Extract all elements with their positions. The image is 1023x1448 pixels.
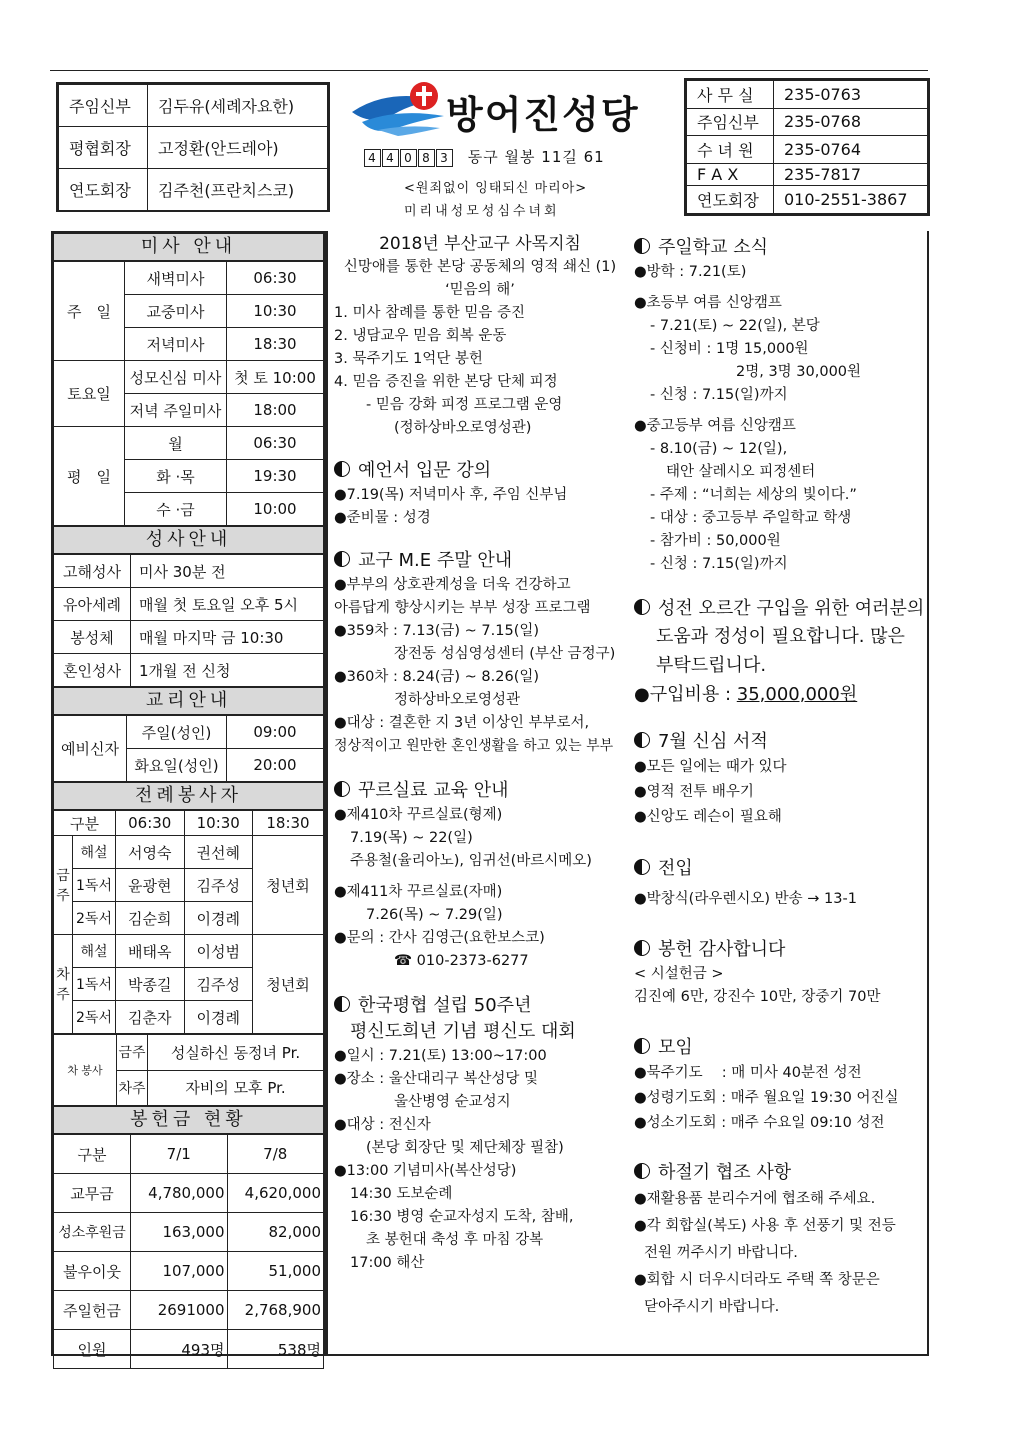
school-line: ●방학 : 7.21(토): [634, 264, 747, 280]
server-name: 서영숙: [116, 836, 185, 869]
offering-type: 성소후원금: [54, 1213, 131, 1252]
pastoral-item: 2. 냉담교우 믿음 회복 운동: [334, 328, 507, 344]
school-title: 주일학교 소식: [658, 237, 769, 258]
me-line: ●부부의 상호관계성을 더욱 건강하고: [334, 577, 571, 593]
column-divider: [326, 231, 328, 1356]
contact-label: F A X: [687, 163, 774, 186]
half-circle-icon: [634, 732, 650, 748]
cha-label: 차 봉사: [54, 1035, 117, 1106]
offering-type: 교무금: [54, 1174, 131, 1213]
half-circle-icon: [634, 599, 650, 615]
mass-time: 18:30: [227, 328, 324, 361]
this-week-label: 금주: [54, 836, 73, 935]
offering-value: 82,000: [227, 1213, 324, 1252]
offering-value: 538명: [227, 1330, 324, 1369]
offering-type: 불우이웃: [54, 1252, 131, 1291]
transfer-heading: [634, 856, 926, 882]
korea-line: 17:00 해산: [350, 1255, 425, 1271]
half-circle-icon: [334, 461, 350, 477]
meeting-line: ●성령기도회 : 매주 월요일 19:30 어진실: [634, 1090, 899, 1106]
korea-line: ●13:00 기념미사(복산성당): [334, 1163, 517, 1179]
contact-value: 235-0768: [774, 108, 928, 136]
offering-header: 7/1: [131, 1135, 228, 1174]
thanks-title: 봉헌 감사합니다: [658, 939, 786, 960]
pastoral-item: 4. 믿음 증진을 위한 본당 단체 피정: [334, 374, 558, 390]
organ-cost: 35,000,000원: [736, 684, 858, 705]
half-circle-icon: [334, 551, 350, 567]
cursillo-line: ●제411차 꾸르실료(자매): [334, 884, 503, 900]
right-border: [927, 231, 929, 1356]
mass-name: 성모신심 미사: [125, 361, 227, 394]
offering-value: 4,620,000: [227, 1174, 324, 1213]
books-title: 7월 신심 서적: [658, 731, 768, 752]
organ-line: 도움과 정성이 필요합니다. 많은: [656, 626, 905, 647]
saturday-label: 토요일: [54, 361, 125, 427]
role: 2독서: [73, 902, 116, 935]
right-column: [634, 231, 926, 1321]
offering-value: 4,780,000: [131, 1174, 228, 1213]
mass-name: 교중미사: [125, 295, 227, 328]
half-circle-icon: [634, 1163, 650, 1179]
offering-value: 107,000: [131, 1252, 228, 1291]
me-line: 아름답게 향상시키는 부부 성장 프로그램: [334, 600, 591, 616]
sacrament-name: 유아세례: [54, 588, 131, 621]
leader-label: 연도회장: [59, 169, 148, 211]
prophet-item: ●7.19(목) 저녁미사 후, 주임 신부님: [334, 487, 568, 503]
offering-header: 구분: [54, 1135, 131, 1174]
server-name: 이경례: [184, 902, 253, 935]
servers-header: 10:30: [184, 811, 253, 836]
half-circle-icon: [334, 996, 350, 1012]
summer-line: 닫아주시기 바랍니다.: [644, 1299, 780, 1315]
mass-time: 06:30: [227, 427, 324, 460]
doctrine-table: [53, 715, 324, 782]
half-circle-icon: [634, 940, 650, 956]
sacrament-info: 미사 30분 전: [131, 555, 324, 588]
summer-line: ●각 회합실(복도) 사용 후 선풍기 및 전등: [634, 1218, 896, 1234]
meeting-title: 모임: [658, 1037, 693, 1058]
leader-value: 고정환(안드레아): [148, 127, 328, 169]
school-line: ●초등부 여름 신앙캠프: [634, 295, 782, 311]
school-line: - 참가비 : 50,000원: [650, 533, 781, 549]
me-line: ●대상 : 결혼한 지 3년 이상인 부부로서,: [334, 715, 590, 731]
school-line: 2명, 3명 30,000원: [736, 364, 862, 380]
contact-label: 사 무 실: [687, 81, 774, 109]
postal-digit: 0: [400, 149, 417, 167]
me-title: 교구 M.E 주말 안내: [358, 550, 513, 571]
pastoral-item: 3. 묵주기도 1억단 봉헌: [334, 351, 483, 367]
sacrament-name: 봉성체: [54, 621, 131, 654]
korea-title: 한국평협 설립 50주년: [358, 995, 532, 1016]
street-address: 동구 월봉 11길 61: [467, 148, 605, 166]
korea-line: 16:30 병영 순교자성지 도착, 참배,: [350, 1209, 574, 1225]
leader-label: 평협회장: [59, 127, 148, 169]
pastoral-subtitle: 신망애를 통한 본당 공동체의 영적 쇄신 (1): [343, 259, 617, 275]
korea-line: ●장소 : 울산대리구 복산성당 및: [334, 1071, 539, 1087]
book-item: ●신앙도 레슨이 필요해: [634, 809, 782, 825]
servers-header: 06:30: [116, 811, 185, 836]
server-name: 권선혜: [184, 836, 253, 869]
books-heading: [634, 729, 926, 755]
sunday-label: 주 일: [54, 262, 125, 361]
school-line: 태안 살레시오 피정센터: [666, 464, 816, 480]
servers-header: 구분: [54, 811, 116, 836]
organ-heading: [634, 596, 926, 622]
me-line: ●360차 : 8.24(금) ~ 8.26(일): [334, 669, 540, 685]
school-line: - 주제 : “너희는 세상의 빛이다.”: [650, 487, 857, 503]
prophet-item: ●준비물 : 성경: [334, 510, 431, 526]
korea-line: ●대상 : 전신자: [334, 1117, 431, 1133]
server-name: 김주성: [184, 869, 253, 902]
role: 1독서: [73, 968, 116, 1001]
server-name: 윤광현: [116, 869, 185, 902]
korea-line: 14:30 도보순례: [350, 1186, 453, 1202]
postal-digit: 4: [382, 149, 399, 167]
mass-name: 저녁 주일미사: [125, 394, 227, 427]
korea-line: ●일시 : 7.21(토) 13:00~17:00: [334, 1048, 547, 1064]
mass-name: 저녁미사: [125, 328, 227, 361]
server-name: 이경례: [184, 1001, 253, 1034]
mass-time: 06:30: [227, 262, 324, 295]
contact-label: 연도회장: [687, 186, 774, 214]
korea-heading: [334, 993, 626, 1019]
parish-motto: <원죄없이 잉태되신 마리아>: [404, 181, 588, 196]
youth-group: 청년회: [253, 935, 324, 1034]
cursillo-heading: [334, 778, 626, 804]
leader-info-box: [56, 82, 330, 212]
doctrine-class: 주일(성인): [127, 716, 227, 749]
offering-section-title: 봉헌금 현황: [53, 1106, 324, 1134]
cursillo-line: ●제410차 꾸르실료(형제): [334, 807, 503, 823]
cha-group: 자비의 모후 Pr.: [148, 1070, 324, 1106]
me-heading: [334, 548, 626, 574]
doctrine-class: 화요일(성인): [127, 749, 227, 782]
leader-value: 김주천(프란치스코): [148, 169, 328, 211]
doctrine-time: 20:00: [227, 749, 324, 782]
pastoral-detail: (정하상바오로영성관): [394, 420, 532, 436]
half-circle-icon: [334, 781, 350, 797]
middle-column: [334, 231, 626, 1275]
korea-line: 울산병영 순교성지: [394, 1094, 511, 1110]
nuns-order: 미리내성모성심수녀회: [404, 204, 560, 219]
me-line: ●359차 : 7.13(금) ~ 7.15(일): [334, 623, 540, 639]
cursillo-line: 7.19(목) ~ 22(일): [350, 830, 473, 846]
contact-label: 수 녀 원: [687, 136, 774, 164]
mass-name: 수 ·금: [125, 493, 227, 526]
contact-box: [684, 78, 930, 216]
left-column: [51, 231, 326, 1359]
school-line: - 신청비 : 1명 15,000원: [650, 341, 809, 357]
offering-type: 주일헌금: [54, 1291, 131, 1330]
sacrament-info: 매월 마지막 금 10:30: [131, 621, 324, 654]
pastoral-item: 1. 미사 참례를 통한 믿음 증진: [334, 305, 525, 321]
offering-value: 2,768,900: [227, 1291, 324, 1330]
school-line: - 신청 : 7.15(일)까지: [650, 556, 788, 572]
mass-time: 18:00: [227, 394, 324, 427]
parish-name: 방어진성당: [446, 93, 640, 137]
pastoral-title: 2018년 부산교구 사목지침: [379, 234, 581, 254]
doctrine-time: 09:00: [227, 716, 324, 749]
mass-table: [53, 261, 324, 526]
offering-type: 인원: [54, 1330, 131, 1369]
cha-table: [53, 1034, 324, 1106]
offering-value: 2691000: [131, 1291, 228, 1330]
cha-week: 차주: [117, 1070, 148, 1106]
servers-section-title: 전례봉사자: [53, 782, 324, 810]
organ-title: 성전 오르간 구입을 위한 여러분의: [658, 598, 925, 619]
korea-line: (본당 회장단 및 제단체장 필참): [366, 1140, 564, 1156]
mass-name: 월: [125, 427, 227, 460]
doctrine-label: 예비신자: [54, 716, 127, 782]
leader-value: 김두유(세례자요한): [148, 85, 328, 127]
transfer-title: 전입: [658, 858, 693, 879]
server-name: 김주성: [184, 968, 253, 1001]
organ-cost-line: [634, 680, 926, 709]
summer-line: 전원 꺼주시기 바랍니다.: [644, 1245, 798, 1261]
doctrine-section-title: 교리안내: [53, 687, 324, 715]
top-rule: [50, 70, 928, 71]
cursillo-title: 꾸르실료 교육 안내: [358, 780, 509, 801]
server-name: 배태옥: [116, 935, 185, 968]
mass-name: 새벽미사: [125, 262, 227, 295]
half-circle-icon: [634, 859, 650, 875]
meeting-heading: [634, 1035, 926, 1061]
offering-table: [53, 1134, 324, 1369]
server-name: 이성범: [184, 935, 253, 968]
bottom-border: [326, 1354, 928, 1356]
summer-title: 하절기 협조 사항: [658, 1162, 792, 1183]
contact-value: 235-0764: [774, 136, 928, 164]
me-line: 정하상바오로영성관: [394, 692, 521, 708]
book-item: ●영적 전투 배우기: [634, 784, 754, 800]
server-name: 김춘자: [116, 1001, 185, 1034]
cha-group: 성실하신 동정녀 Pr.: [148, 1035, 324, 1071]
postal-digit: 3: [436, 149, 453, 167]
role: 해설: [73, 836, 116, 869]
sacrament-table: [53, 554, 324, 687]
prophet-heading: [334, 458, 626, 484]
contact-value: 010-2551-3867: [774, 186, 928, 214]
role: 해설: [73, 935, 116, 968]
me-line: 장전동 성심영성센터 (부산 금정구): [394, 646, 616, 662]
offering-value: 163,000: [131, 1213, 228, 1252]
cursillo-line: ☎ 010-2373-6277: [394, 953, 529, 969]
offering-value: 493명: [131, 1330, 228, 1369]
cursillo-line: 주용철(율리아노), 임귀선(바르시메오): [350, 853, 592, 869]
role: 2독서: [73, 1001, 116, 1034]
servers-header: 18:30: [253, 811, 324, 836]
offering-value: 51,000: [227, 1252, 324, 1291]
half-circle-icon: [634, 1038, 650, 1054]
sacrament-name: 고해성사: [54, 555, 131, 588]
korea-title-2: 평신도희년 기념 평신도 대회: [350, 1021, 576, 1042]
youth-group: 청년회: [253, 836, 324, 935]
summer-heading: [634, 1160, 926, 1186]
me-line: 정상적이고 원만한 혼인생활을 하고 있는 부부: [334, 738, 614, 754]
sacrament-info: 1개월 전 신청: [131, 654, 324, 687]
contact-label: 주임신부: [687, 108, 774, 136]
book-item: ●모든 일에는 때가 있다: [634, 759, 787, 775]
cha-week: 금주: [117, 1035, 148, 1071]
organ-cost-label: ●구입비용 :: [634, 684, 737, 705]
sacrament-name: 혼인성사: [54, 654, 131, 687]
postal-digit: 4: [364, 149, 381, 167]
thanks-line: 김진예 6만, 강진수 10만, 장중기 70만: [634, 989, 881, 1005]
school-line: - 7.21(토) ~ 22(일), 본당: [650, 318, 820, 334]
postal-digit: 8: [418, 149, 435, 167]
school-line: - 신청 : 7.15(일)까지: [650, 387, 788, 403]
mass-section-title: 미사 안내: [53, 233, 324, 261]
thanks-heading: [634, 937, 926, 963]
sacrament-section-title: 성사안내: [53, 526, 324, 554]
meeting-line: ●성소기도회 : 매주 수요일 09:10 성전: [634, 1115, 885, 1131]
pastoral-detail: - 믿음 강화 피정 프로그램 운영: [366, 397, 563, 413]
leader-label: 주임신부: [59, 85, 148, 127]
address-line: [364, 146, 605, 167]
school-line: ●중고등부 여름 신앙캠프: [634, 418, 796, 434]
weekday-label: 평 일: [54, 427, 125, 526]
mass-time: 10:30: [227, 295, 324, 328]
server-name: 김순희: [116, 902, 185, 935]
mass-time: 첫 토 10:00: [227, 361, 324, 394]
mass-time: 19:30: [227, 460, 324, 493]
next-week-label: 차주: [54, 935, 73, 1034]
cursillo-line: ●문의 : 간사 김영근(요한보스코): [334, 930, 545, 946]
contact-value: 235-7817: [774, 163, 928, 186]
korea-line: 초 봉헌대 축성 후 마침 강복: [366, 1232, 544, 1248]
mass-name: 화 ·목: [125, 460, 227, 493]
school-line: - 대상 : 중고등부 주일학교 학생: [650, 510, 852, 526]
role: 1독서: [73, 869, 116, 902]
server-name: 박종길: [116, 968, 185, 1001]
meeting-line: ●묵주기도 : 매 미사 40분전 성전: [634, 1065, 862, 1081]
transfer-line: ●박창식(라우렌시오) 반송 → 13-1: [634, 891, 857, 907]
school-line: - 8.10(금) ~ 12(일),: [650, 441, 788, 457]
prophet-title: 예언서 입문 강의: [358, 460, 492, 481]
offering-header: 7/8: [227, 1135, 324, 1174]
summer-line: ●재활용품 분리수거에 협조해 주세요.: [634, 1191, 876, 1207]
mass-time: 10:00: [227, 493, 324, 526]
servers-table: [53, 810, 324, 1034]
organ-line: 부탁드립니다.: [656, 655, 767, 676]
sacrament-info: 매월 첫 토요일 오후 5시: [131, 588, 324, 621]
half-circle-icon: [634, 238, 650, 254]
contact-value: 235-0763: [774, 81, 928, 109]
thanks-line: < 시설헌금 >: [634, 966, 724, 982]
summer-line: ●회합 시 더우시더라도 주택 쪽 창문은: [634, 1272, 880, 1288]
cursillo-line: 7.26(목) ~ 7.29(일): [366, 907, 503, 923]
school-heading: [634, 235, 926, 261]
pastoral-subtitle: ‘믿음의 해’: [445, 282, 515, 298]
